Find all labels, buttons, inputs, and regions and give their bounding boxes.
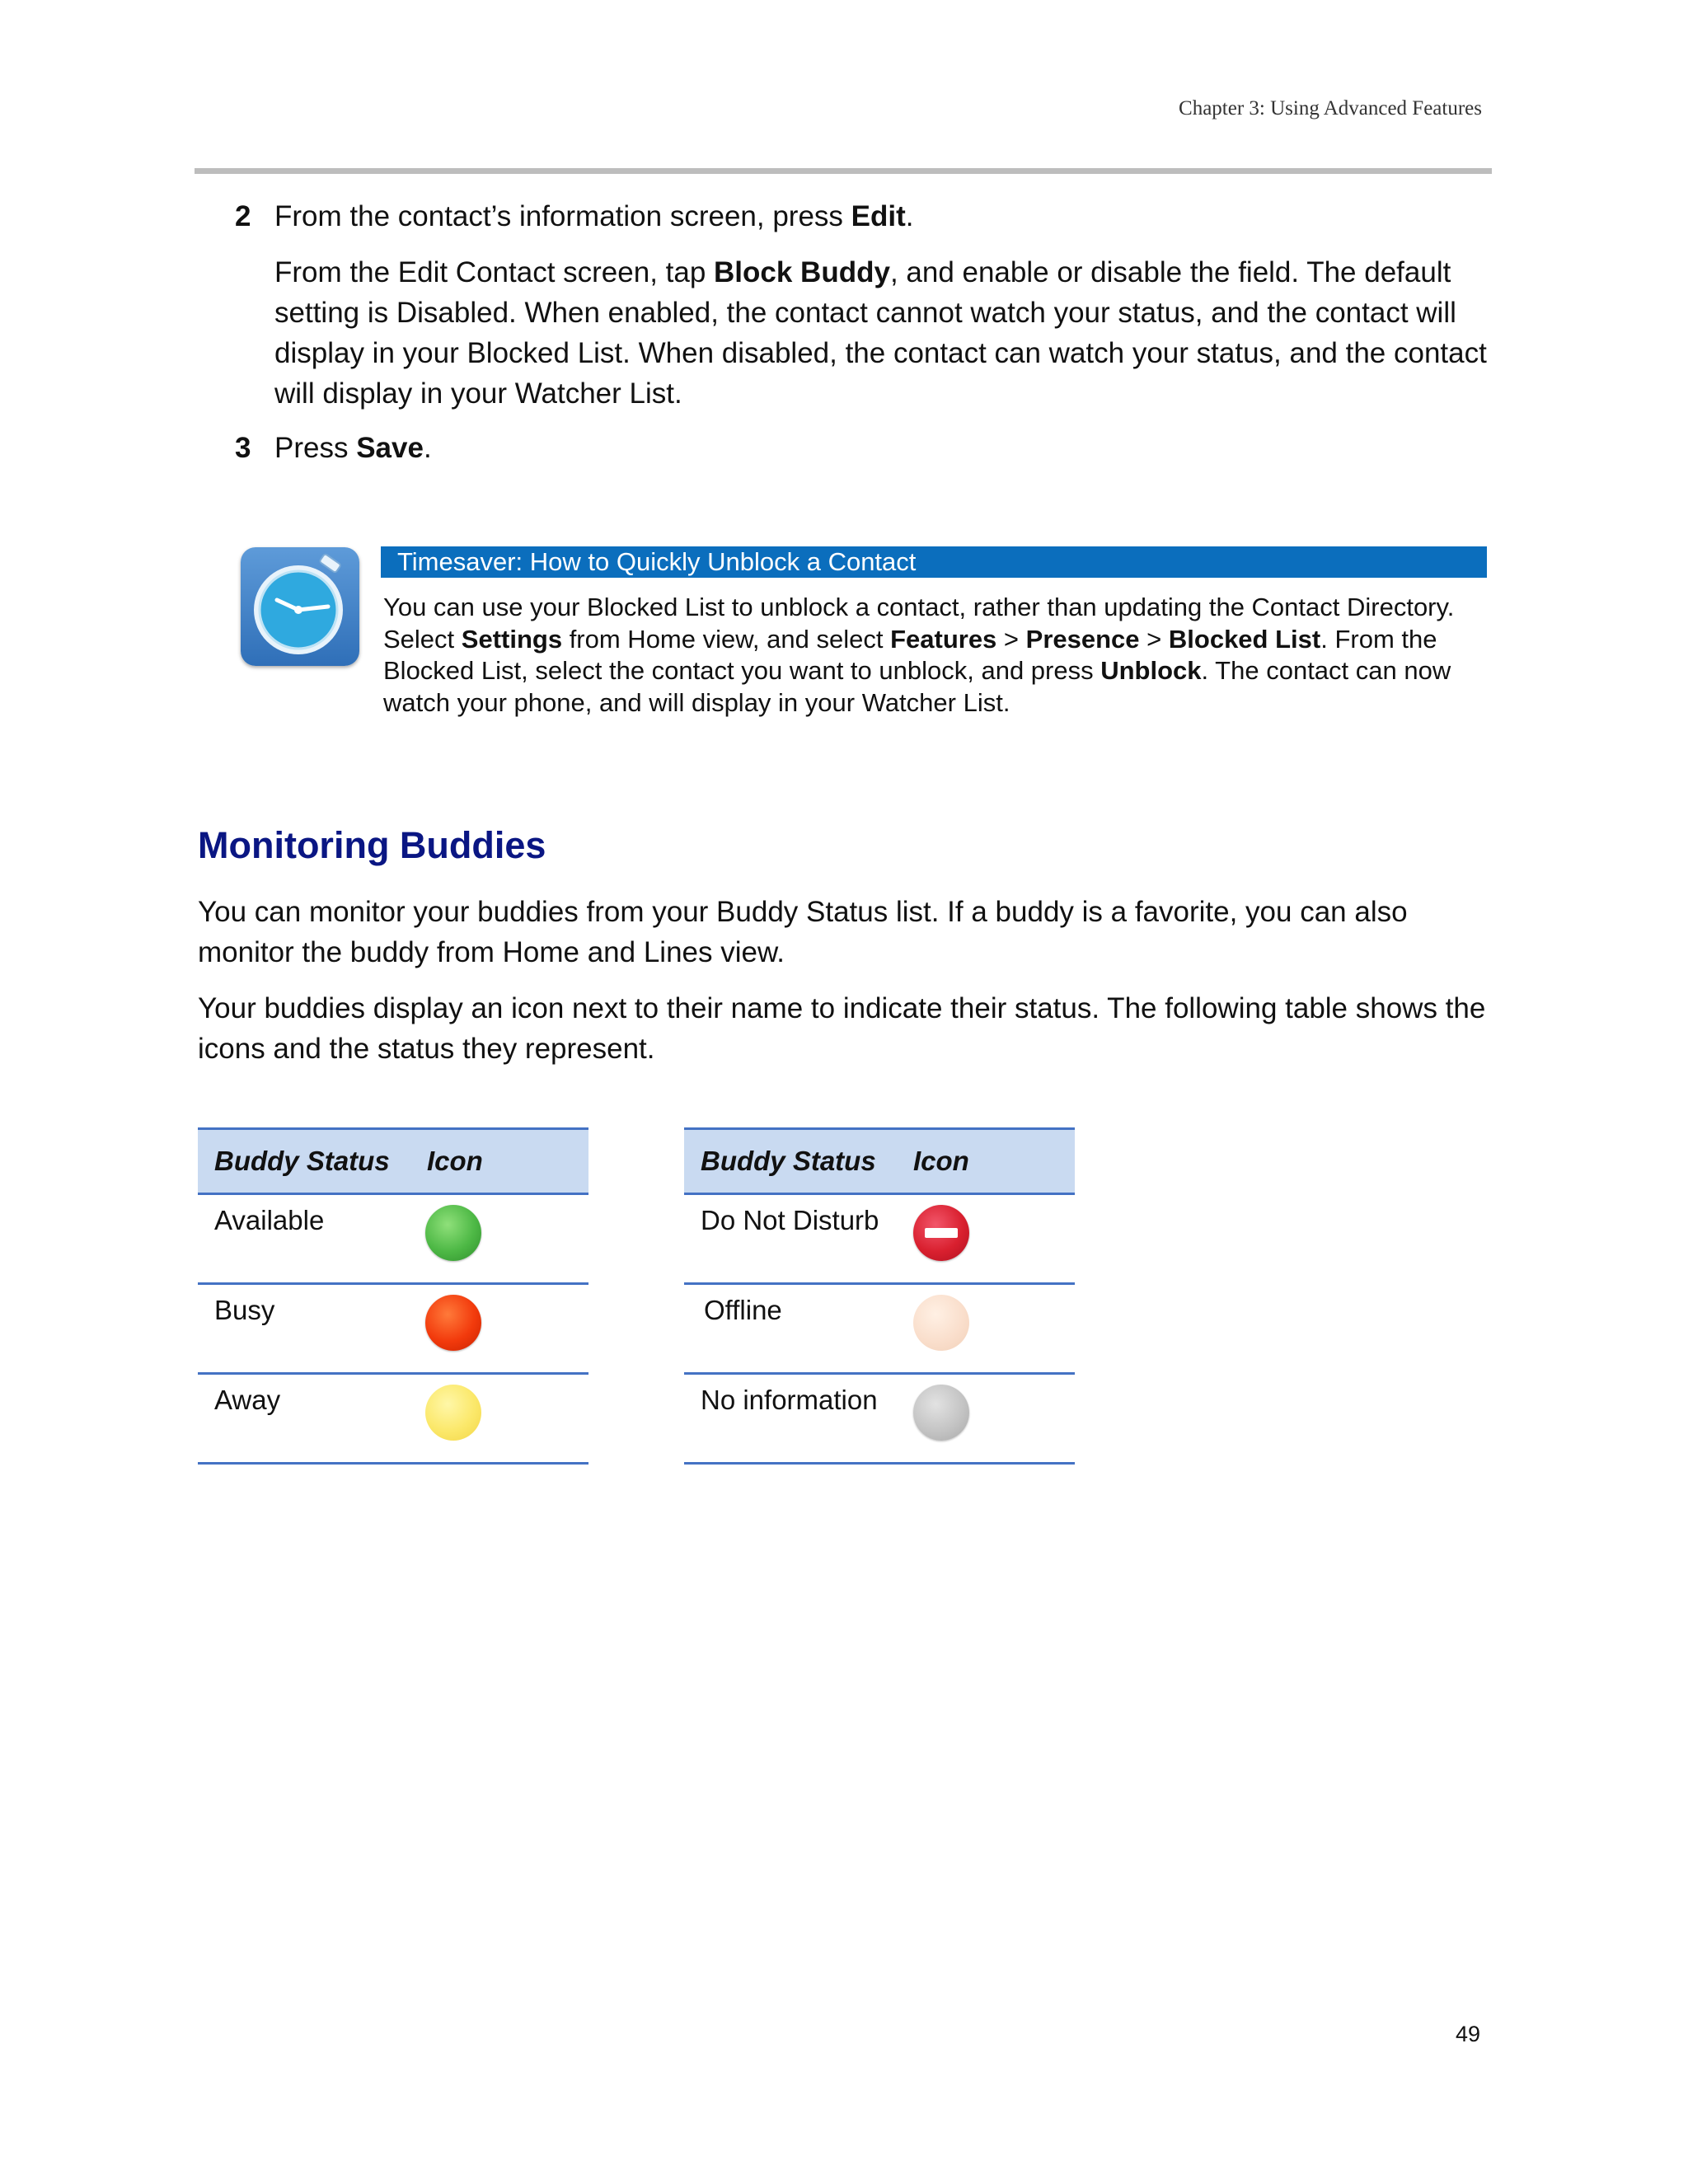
- header-icon: Icon: [913, 1146, 969, 1176]
- buddy-status-table-left: [198, 1127, 588, 1465]
- yellow-circle-icon: [425, 1385, 481, 1441]
- step-2-description: From the Edit Contact screen, tap Block Buddy, and enable or disable the field. The default setting is Disabled. When enabled, the contact cannot watch your status, and the contact will display in your Blocked List. When disabled, the contact can watch your status, and the contact will display in your Watcher List.: [274, 256, 1487, 410]
- status-label: Do Not Disturb: [701, 1205, 879, 1235]
- status-label: No information: [701, 1385, 878, 1415]
- do-not-disturb-icon: [913, 1205, 969, 1261]
- tip-title: Timesaver: How to Quickly Unblock a Contact: [381, 546, 1487, 578]
- status-label: Offline: [704, 1295, 782, 1325]
- table-row: [198, 1375, 588, 1465]
- settings-label: Settings: [461, 624, 563, 654]
- status-label: Away: [214, 1385, 281, 1415]
- step-number: 2: [235, 200, 251, 232]
- tip-body: You can use your Blocked List to unblock a contact, rather than updating the Contact Directory. Select Settings from Home view, and select Features > Presence > Blocked List. From the Blocked List, select the contact you want to unblock, and press Unblock. The contact can now watch your phone, and will display in your Watcher List.: [383, 593, 1455, 717]
- header-rule: [195, 168, 1492, 174]
- section-paragraph-1: You can monitor your buddies from your Buddy Status list. If a buddy is a favorite, you can also monitor the buddy from Home and Lines view.: [198, 896, 1408, 968]
- unblock-label: Unblock: [1100, 656, 1202, 685]
- blocked-list-label: Blocked List: [1168, 624, 1321, 654]
- save-label: Save: [356, 432, 424, 464]
- step-number: 3: [235, 432, 251, 464]
- step-2-instruction: From the contact’s information screen, press Edit.: [274, 200, 914, 232]
- buddy-status-table-right: [684, 1127, 1075, 1465]
- peach-circle-icon: [913, 1295, 969, 1351]
- edit-label: Edit: [851, 200, 906, 232]
- features-label: Features: [890, 624, 997, 654]
- green-circle-icon: [425, 1205, 481, 1261]
- section-paragraph-2: Your buddies display an icon next to their name to indicate their status. The following table shows the icons and the status they represent.: [198, 992, 1486, 1065]
- table-row: [684, 1375, 1075, 1465]
- table-row: [684, 1285, 1075, 1375]
- stopwatch-icon: [241, 547, 359, 666]
- header-buddy-status: Buddy Status: [214, 1146, 390, 1176]
- table-row: [198, 1195, 588, 1285]
- chapter-header: Chapter 3: Using Advanced Features: [1179, 97, 1482, 120]
- block-buddy-label: Block Buddy: [714, 256, 890, 288]
- section-title: Monitoring Buddies: [198, 824, 546, 866]
- step-3-instruction: Press Save.: [274, 432, 432, 464]
- gray-circle-icon: [913, 1385, 969, 1441]
- status-label: Available: [214, 1205, 325, 1235]
- header-icon: Icon: [427, 1146, 483, 1176]
- table-row: [684, 1195, 1075, 1285]
- page-number: 49: [1455, 2022, 1480, 2046]
- table-header: [198, 1127, 588, 1195]
- presence-label: Presence: [1025, 624, 1140, 654]
- red-orange-circle-icon: [425, 1295, 481, 1351]
- header-buddy-status: Buddy Status: [701, 1146, 876, 1176]
- table-header: [684, 1127, 1075, 1195]
- table-row: [198, 1285, 588, 1375]
- status-label: Busy: [214, 1295, 275, 1325]
